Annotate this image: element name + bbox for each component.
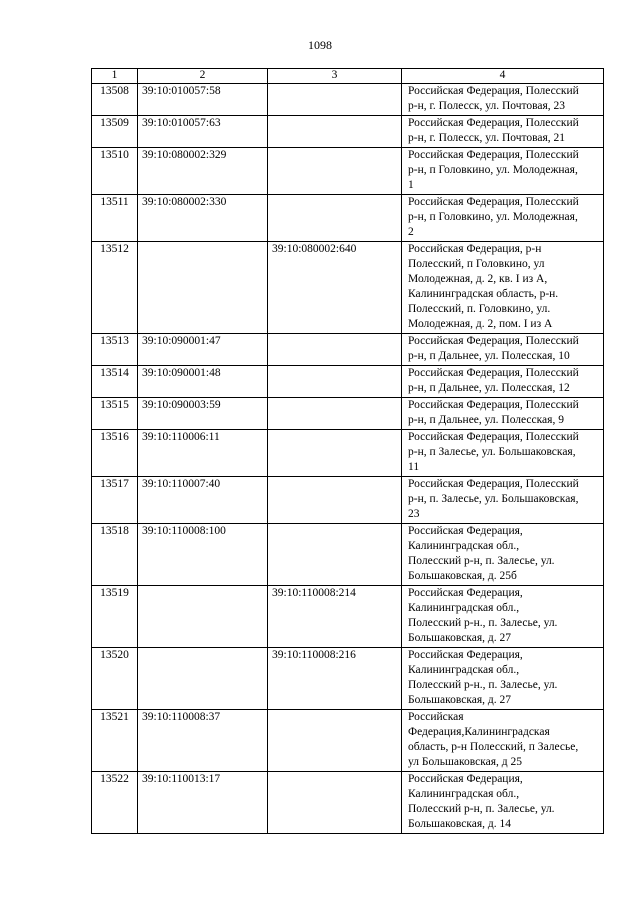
related-cadastral-number [268, 116, 402, 148]
related-cadastral-number [268, 772, 402, 834]
row-number: 13511 [92, 195, 138, 242]
related-cadastral-number [268, 334, 402, 366]
cadastral-number [138, 648, 268, 710]
table-row [92, 772, 604, 834]
address: Российская Федерация, Полесский р-н, п Головкино, ул. Молодежная, 1 [402, 148, 604, 195]
address: Российская Федерация, Полесский р-н, п Дальнее, ул. Полесская, 9 [402, 398, 604, 430]
column-header-4: 4 [402, 69, 604, 84]
table-row [92, 84, 604, 116]
column-header-3: 3 [268, 69, 402, 84]
table-row [92, 710, 604, 772]
table-row [92, 334, 604, 366]
cadastral-number: 39:10:090001:48 [138, 366, 268, 398]
cadastral-number: 39:10:110008:37 [138, 710, 268, 772]
address: Российская Федерация, Полесский р-н, г. Полесск, ул. Почтовая, 23 [402, 84, 604, 116]
cadastral-number: 39:10:110008:100 [138, 524, 268, 586]
related-cadastral-number [268, 84, 402, 116]
row-number: 13512 [92, 242, 138, 334]
table-row [92, 430, 604, 477]
table-row [92, 195, 604, 242]
cadastral-number: 39:10:090001:47 [138, 334, 268, 366]
related-cadastral-number [268, 195, 402, 242]
column-header-2: 2 [138, 69, 268, 84]
related-cadastral-number [268, 148, 402, 195]
table-row [92, 524, 604, 586]
related-cadastral-number [268, 710, 402, 772]
property-register-table [91, 68, 604, 834]
related-cadastral-number [268, 398, 402, 430]
related-cadastral-number: 39:10:110008:216 [268, 648, 402, 710]
cadastral-number [138, 242, 268, 334]
address: Российская Федерация, Полесский р-н, п Дальнее, ул. Полесская, 10 [402, 334, 604, 366]
row-number: 13520 [92, 648, 138, 710]
cadastral-number: 39:10:010057:58 [138, 84, 268, 116]
cadastral-number: 39:10:080002:330 [138, 195, 268, 242]
row-number: 13516 [92, 430, 138, 477]
table-row [92, 398, 604, 430]
cadastral-number: 39:10:110006:11 [138, 430, 268, 477]
row-number: 13521 [92, 710, 138, 772]
related-cadastral-number [268, 430, 402, 477]
column-header-1: 1 [92, 69, 138, 84]
table-row [92, 366, 604, 398]
related-cadastral-number [268, 524, 402, 586]
address: Российская Федерация, р-н Полесский, п Головкино, ул Молодежная, д. 2, кв. I из А, Калининградская область, р-н. Полесский, п. Головкино, ул. Молодежная, д. 2, пом. I из А [402, 242, 604, 334]
page-number: 1098 [308, 38, 332, 52]
row-number: 13509 [92, 116, 138, 148]
row-number: 13517 [92, 477, 138, 524]
cadastral-number: 39:10:010057:63 [138, 116, 268, 148]
row-number: 13510 [92, 148, 138, 195]
table-row [92, 148, 604, 195]
row-number: 13514 [92, 366, 138, 398]
row-number: 13513 [92, 334, 138, 366]
cadastral-number: 39:10:110007:40 [138, 477, 268, 524]
table-row [92, 242, 604, 334]
row-number: 13515 [92, 398, 138, 430]
address: Российская Федерация, Полесский р-н, п. Залесье, ул. Большаковская, 23 [402, 477, 604, 524]
table-header-row [92, 69, 604, 84]
address: Российская Федерация,Калининградская область, р-н Полесский, п Залесье, ул Большаковская, д 25 [402, 710, 604, 772]
table-row [92, 586, 604, 648]
row-number: 13518 [92, 524, 138, 586]
row-number: 13519 [92, 586, 138, 648]
table-row [92, 477, 604, 524]
address: Российская Федерация, Полесский р-н, г. Полесск, ул. Почтовая, 21 [402, 116, 604, 148]
address: Российская Федерация, Калининградская обл., Полесский р-н, п. Залесье, ул. Большаковская, д. 25б [402, 524, 604, 586]
address: Российская Федерация, Калининградская обл., Полесский р-н, п. Залесье, ул. Большаковская, д. 14 [402, 772, 604, 834]
address: Российская Федерация, Калининградская обл., Полесский р-н., п. Залесье, ул. Большаковская, д. 27 [402, 586, 604, 648]
related-cadastral-number: 39:10:080002:640 [268, 242, 402, 334]
cadastral-number: 39:10:090003:59 [138, 398, 268, 430]
row-number: 13508 [92, 84, 138, 116]
address: Российская Федерация, Полесский р-н, п Залесье, ул. Большаковская, 11 [402, 430, 604, 477]
table-row [92, 116, 604, 148]
address: Российская Федерация, Полесский р-н, п Дальнее, ул. Полесская, 12 [402, 366, 604, 398]
cadastral-number: 39:10:080002:329 [138, 148, 268, 195]
row-number: 13522 [92, 772, 138, 834]
related-cadastral-number [268, 477, 402, 524]
cadastral-number: 39:10:110013:17 [138, 772, 268, 834]
table-row [92, 648, 604, 710]
related-cadastral-number: 39:10:110008:214 [268, 586, 402, 648]
related-cadastral-number [268, 366, 402, 398]
address: Российская Федерация, Калининградская обл., Полесский р-н., п. Залесье, ул. Большаковская, д. 27 [402, 648, 604, 710]
cadastral-number [138, 586, 268, 648]
address: Российская Федерация, Полесский р-н, п Головкино, ул. Молодежная, 2 [402, 195, 604, 242]
